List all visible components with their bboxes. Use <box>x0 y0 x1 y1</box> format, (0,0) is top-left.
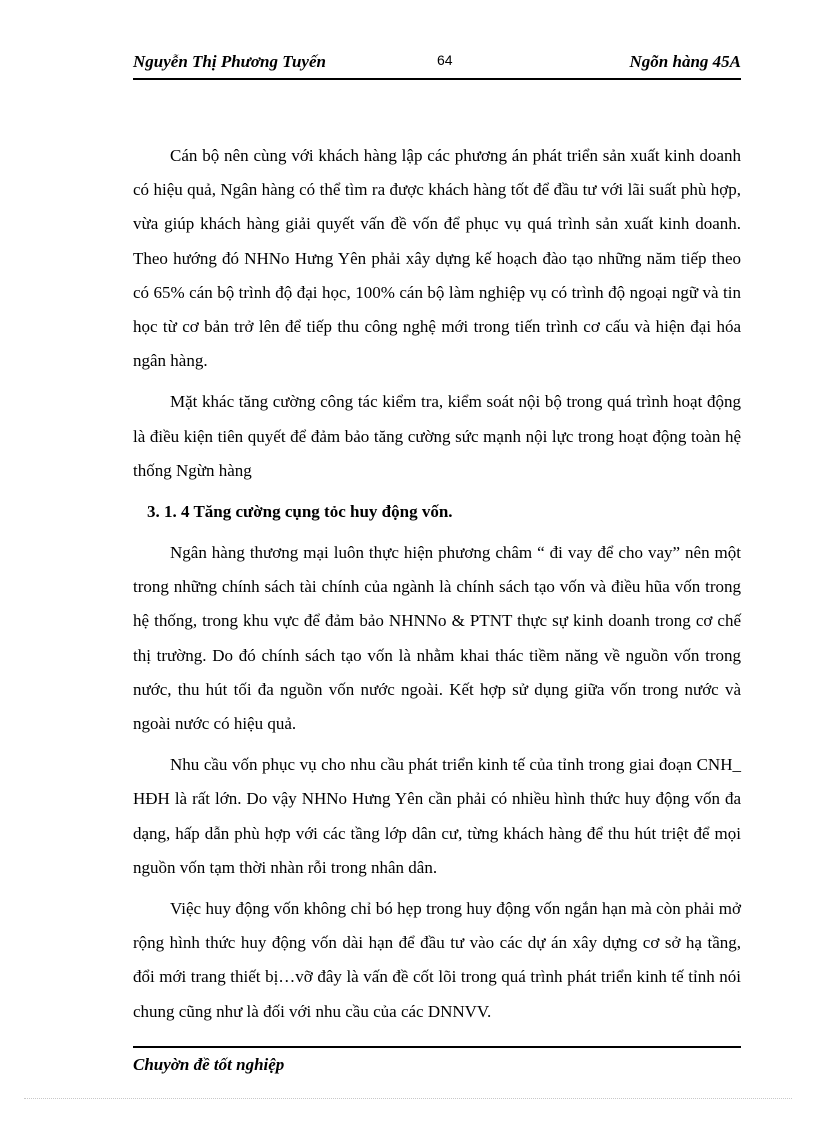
header-class-name: Ngõn hàng 45A <box>629 52 741 71</box>
header-author: Nguyễn Thị Phương Tuyến <box>133 52 326 71</box>
page-footer <box>133 1046 741 1074</box>
document-body <box>133 139 741 1036</box>
footer-text: Chuyờn đề tốt nghiệp <box>133 1055 285 1074</box>
paragraph-inspection: Mặt khác tăng cường công tác kiểm tra, kiểm soát nội bộ trong quá trình hoạt động là điều kiện tiên quyết để đảm bảo tăng cường sức mạnh nội lực trong hoạt động toàn hệ thống Ngừn hàng <box>133 392 741 480</box>
paragraph-capital-policy: Ngân hàng thương mại luôn thực hiện phương châm “ đi vay để cho vay” nên một trong những chính sách tài chính của ngành là chính sách tạo vốn và điều hũa vốn trong hệ thống, trong khu vực để đảm bảo NHNNo & PTNT thực sự kinh doanh trong cơ chế thị trường. Do đó chính sách tạo vốn là nhằm khai thác tiềm năng về nguồn vốn trong nước, thu hút tối đa nguồn vốn nước ngoài. Kết hợp sử dụng giữa vốn trong nước và ngoài nước có hiệu quả. <box>133 543 741 734</box>
paragraph-capital-demand: Nhu cầu vốn phục vụ cho nhu cầu phát triển kinh tế của tỉnh trong giai đoạn CNH_ HĐH là rất lớn. Do vậy NHNo Hưng Yên cần phải có nhiều hình thức huy động vốn đa dạng, hấp dẫn phù hợp với các tầng lớp dân cư, từng khách hàng để thu hút triệt để mọi nguồn vốn tạm thời nhàn rỗi trong nhân dân. <box>133 755 741 877</box>
section-heading: 3. 1. 4 Tăng cường cụng tỏc huy động vốn. <box>147 502 453 522</box>
paragraph-long-term-mobilization: Việc huy động vốn không chỉ bó hẹp trong huy động vốn ngắn hạn mà còn phải mở rộng hình thức huy động vốn dài hạn để đầu tư vào các dự án xây dựng cơ sở hạ tầng, đổi mới trang thiết bị…vỡ đây là vấn đề cốt lõi trong quá trình phát triển kinh tế tỉnh nói chung cũng như là đối với nhu cầu của các DNNVV. <box>133 899 741 1021</box>
header-page-number: 64 <box>437 52 453 68</box>
paragraph-training: Cán bộ nên cùng với khách hàng lập các phương án phát triển sản xuất kinh doanh có hiệu quả, Ngân hàng có thể tìm ra được khách hàng tốt để đầu tư với lãi suất phù hợp, vừa giúp khách hàng giải quyết vấn đề vốn để phục vụ quá trình sản xuất kinh doanh. Theo hướng đó NHNo Hưng Yên phải xây dựng kế hoạch đào tạo những năm tiếp theo có 65% cán bộ trình độ đại học, 100% cán bộ làm nghiệp vụ có trình độ ngoại ngữ và tin học từ cơ bản trở lên để tiếp thu công nghệ mới trong tiến trình cơ cấu và hiện đại hóa ngân hàng. <box>133 146 741 371</box>
bottom-dotted-line <box>24 1098 792 1099</box>
page-header <box>133 50 741 80</box>
